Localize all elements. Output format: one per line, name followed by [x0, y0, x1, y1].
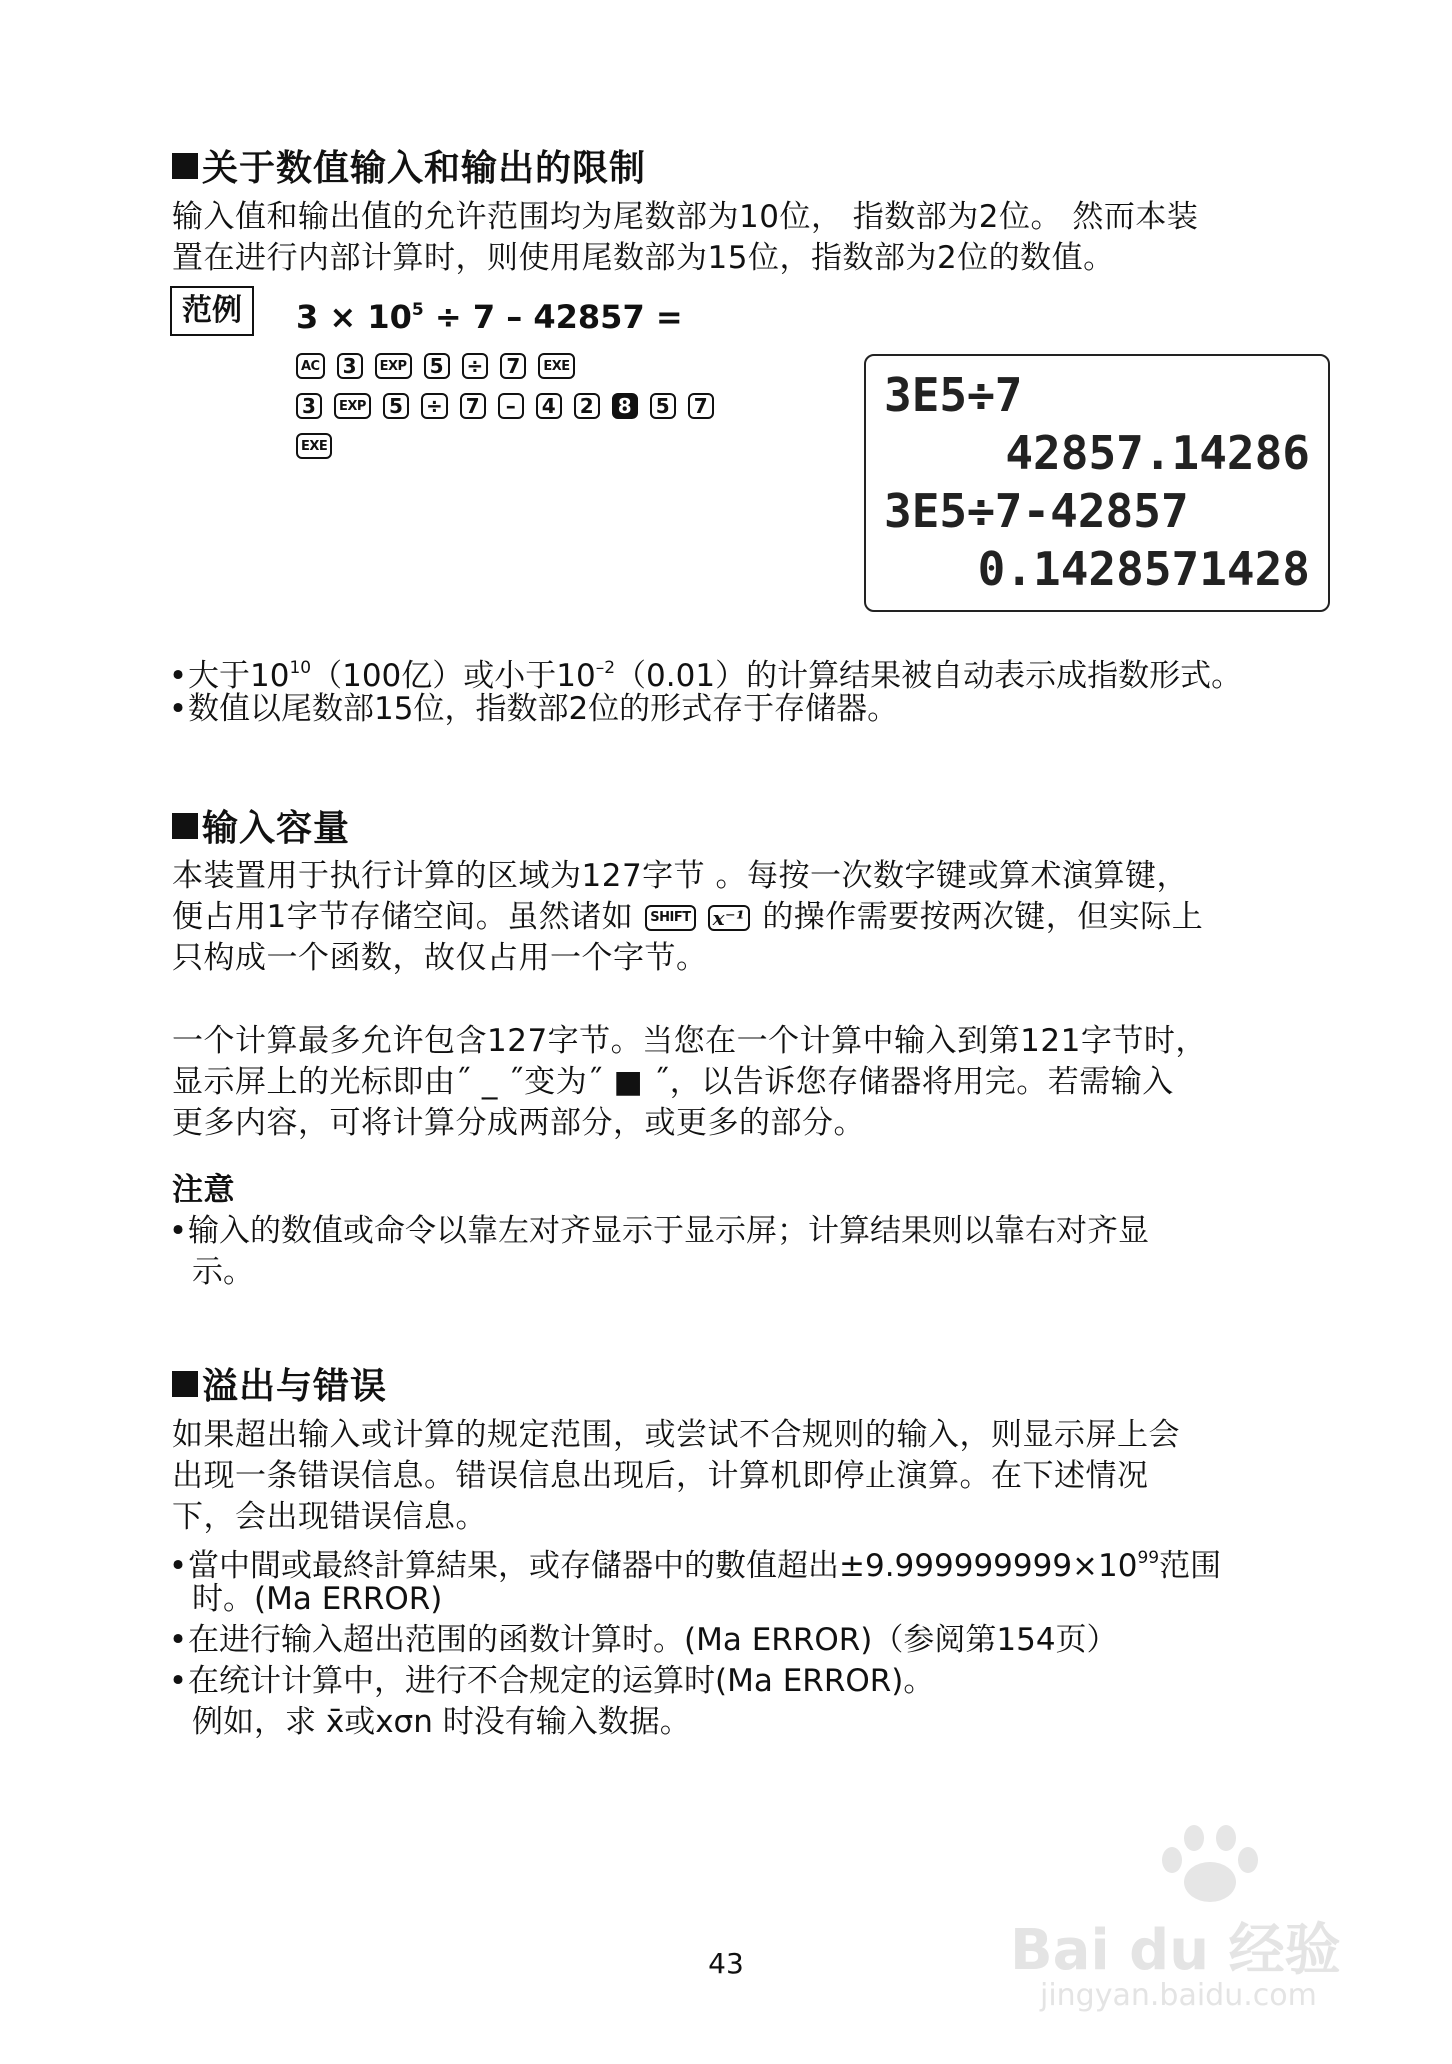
- capacity-para2-line-2: 显示屏上的光标即由˝ _ ˝变为˝ ■ ˝，以告诉您存储器将用完。若需输入: [172, 1064, 1174, 1100]
- key-x-inverse: x⁻¹: [708, 905, 751, 931]
- watermark-url: jingyan.baidu.com: [1040, 1978, 1317, 2013]
- display-line-3: 3E5÷7-42857: [884, 484, 1189, 538]
- page-number: 43: [708, 1947, 744, 1980]
- note-bullet-cont: 示。: [192, 1254, 254, 1290]
- key-5: 5: [383, 393, 409, 419]
- key-row-1: [296, 346, 726, 386]
- errors-bullet-3-cont: 例如，求 x̄或xσn 时没有输入数据。: [192, 1704, 691, 1740]
- key-minus: –: [498, 393, 524, 419]
- watermark: [1000, 1820, 1420, 2020]
- limits-bullet-2: •数值以尾数部15位，指数部2位的形式存于存储器。: [168, 691, 899, 727]
- key-2: 2: [574, 393, 600, 419]
- square-bullet-icon: [172, 1371, 198, 1397]
- key-exp: EXP: [334, 393, 371, 419]
- errors-bullet-1-cont: 时。(Ma ERROR): [192, 1581, 443, 1617]
- paw-icon: [1150, 1820, 1270, 1910]
- errors-para-line-1: 如果超出输入或计算的规定范围，或尝试不合规则的输入，则显示屏上会: [172, 1417, 1180, 1453]
- key-8: 8: [612, 393, 638, 419]
- calculator-display: [864, 354, 1330, 612]
- key-4: 4: [536, 393, 562, 419]
- key-shift: SHIFT: [645, 905, 695, 931]
- key-5: 5: [650, 393, 676, 419]
- key-row-2: [296, 386, 726, 426]
- key-divide: ÷: [462, 353, 489, 379]
- errors-bullet-1: •當中間或最終計算結果，或存儲器中的數值超出$\pm 9.999999999\times 10^{99}$范围: [168, 1548, 1222, 1584]
- capacity-para-line-2: 便占用1字节存储空间。虽然诸如 SHIFT x⁻¹ 的操作需要按两次键，但实际上: [172, 899, 1204, 935]
- section-heading-errors: [172, 1358, 387, 1409]
- capacity-para2-line-3: 更多内容，可将计算分成两部分，或更多的部分。: [172, 1105, 865, 1141]
- key-row-3: [296, 426, 726, 466]
- key-5: 5: [424, 353, 450, 379]
- section-heading-capacity: [172, 800, 350, 851]
- limits-para-line-2: 置在进行内部计算时，则使用尾数部为15位，指数部为2位的数值。: [172, 240, 1115, 276]
- key-ac: AC: [296, 353, 325, 379]
- key-3: 3: [296, 393, 322, 419]
- display-line-1: 3E5÷7: [884, 368, 1023, 422]
- note-bullet: •输入的数值或命令以靠左对齐显示于显示屏；计算结果则以靠右对齐显: [168, 1213, 1149, 1249]
- section-heading-limits: [172, 140, 646, 191]
- capacity-para-line-3: 只构成一个函数，故仅占用一个字节。: [172, 940, 708, 976]
- key-exe: EXE: [538, 353, 574, 379]
- square-bullet-icon: [172, 813, 198, 839]
- key-7: 7: [460, 393, 486, 419]
- capacity-para2-line-1: 一个计算最多允许包含127字节。当您在一个计算中输入到第121字节时，: [172, 1023, 1207, 1059]
- errors-bullet-2: •在进行输入超出范围的函数计算时。(Ma ERROR)（参阅第154页）: [168, 1622, 1118, 1658]
- square-bullet-icon: [172, 153, 198, 179]
- key-7: 7: [500, 353, 526, 379]
- heading-text: 溢出与错误: [202, 1366, 388, 1407]
- key-exp: EXP: [375, 353, 412, 379]
- display-line-2: 42857.14286: [1005, 426, 1310, 480]
- heading-text: 关于数值输入和输出的限制: [202, 148, 647, 189]
- key-exe: EXE: [296, 433, 332, 459]
- limits-bullet-1: •大于$10^{10}(100$亿）或小于$10^{-2}(0.01)$的计算结果被自动表示成指数形式。: [168, 658, 1243, 694]
- example-expression: $3 \times 10^5 \div 7 - 42857$ =: [296, 298, 683, 336]
- note-title: 注意: [172, 1172, 235, 1208]
- errors-para-line-2: 出现一条错误信息。错误信息出现后，计算机即停止演算。在下述情况: [172, 1458, 1149, 1494]
- errors-para-line-3: 下，会出现错误信息。: [172, 1499, 487, 1535]
- watermark-logo: Bai du 经验: [1010, 1918, 1341, 1983]
- display-line-4: 0.1428571428: [977, 542, 1310, 596]
- key-divide: ÷: [421, 393, 448, 419]
- limits-para-line-1: 输入值和输出值的允许范围均为尾数部为10位， 指数部为2位。 然而本装: [172, 199, 1199, 235]
- key-7: 7: [688, 393, 714, 419]
- example-label: 范例: [170, 286, 254, 336]
- key-3: 3: [337, 353, 363, 379]
- capacity-para-line-1: 本装置用于执行计算的区域为127字节 。每按一次数字键或算术演算键，: [172, 858, 1189, 894]
- heading-text: 输入容量: [202, 808, 351, 849]
- key-sequence: [296, 346, 726, 466]
- errors-bullet-3: •在统计计算中，进行不合规定的运算时(Ma ERROR)。: [168, 1663, 935, 1699]
